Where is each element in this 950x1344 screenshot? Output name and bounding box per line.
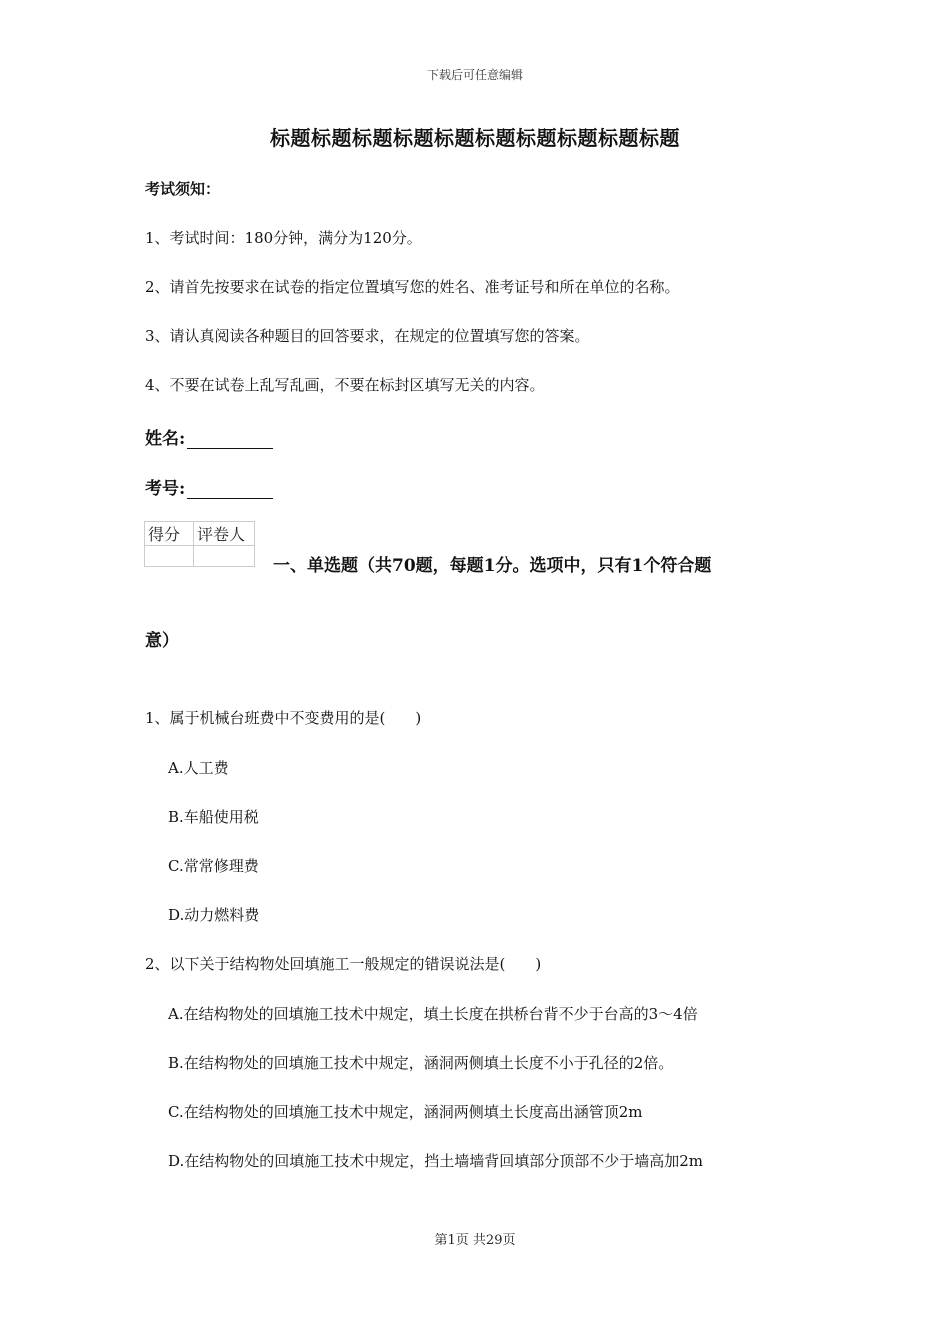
id-blank-line[interactable] bbox=[187, 480, 273, 499]
question-2-option-a: A.在结构物处的回填施工技术中规定，填土长度在拱桥台背不少于台高的3～4倍 bbox=[168, 1005, 698, 1023]
notice-item-4: 4、不要在试卷上乱写乱画，不要在标封区填写无关的内容。 bbox=[145, 376, 545, 394]
name-label: 姓名: bbox=[145, 429, 186, 449]
score-cell[interactable] bbox=[145, 546, 194, 567]
notice-item-1: 1、考试时间：180分钟，满分为120分。 bbox=[145, 229, 422, 247]
page-footer: 第1页 共29页 bbox=[434, 1233, 516, 1248]
grader-header: 评卷人 bbox=[194, 522, 255, 546]
id-field bbox=[145, 474, 273, 499]
question-2-option-d: D.在结构物处的回填施工技术中规定，挡土墙墙背回填部分顶部不少于墙高加2m bbox=[168, 1152, 704, 1170]
question-1-stem: 1、属于机械台班费中不变费用的是( ) bbox=[145, 709, 422, 727]
question-1-option-c: C.常常修理费 bbox=[168, 857, 259, 875]
question-2-option-b: B.在结构物处的回填施工技术中规定，涵洞两侧填土长度不小于孔径的2倍。 bbox=[168, 1054, 674, 1072]
document-title: 标题标题标题标题标题标题标题标题标题标题 bbox=[270, 126, 680, 150]
question-1-option-a: A.人工费 bbox=[168, 759, 229, 777]
id-label: 考号: bbox=[145, 479, 186, 499]
header-note: 下载后可任意编辑 bbox=[426, 68, 523, 82]
score-box bbox=[144, 521, 255, 567]
question-2-stem: 2、以下关于结构物处回填施工一般规定的错误说法是( ) bbox=[145, 955, 542, 973]
question-2-option-c: C.在结构物处的回填施工技术中规定，涵洞两侧填土长度高出涵管顶2m bbox=[168, 1103, 643, 1121]
name-field bbox=[145, 424, 273, 449]
score-header: 得分 bbox=[145, 522, 194, 546]
name-blank-line[interactable] bbox=[187, 430, 273, 449]
notice-item-2: 2、请首先按要求在试卷的指定位置填写您的姓名、准考证号和所在单位的名称。 bbox=[145, 278, 680, 296]
question-1-option-b: B.车船使用税 bbox=[168, 808, 259, 826]
question-1-option-d: D.动力燃料费 bbox=[168, 906, 260, 924]
section-title-line2: 意） bbox=[145, 631, 179, 651]
section-title-line1: 一、单选题（共70题，每题1分。选项中，只有1个符合题 bbox=[273, 556, 712, 576]
notice-heading: 考试须知： bbox=[145, 180, 221, 198]
grader-cell[interactable] bbox=[194, 546, 255, 567]
notice-item-3: 3、请认真阅读各种题目的回答要求，在规定的位置填写您的答案。 bbox=[145, 327, 590, 345]
